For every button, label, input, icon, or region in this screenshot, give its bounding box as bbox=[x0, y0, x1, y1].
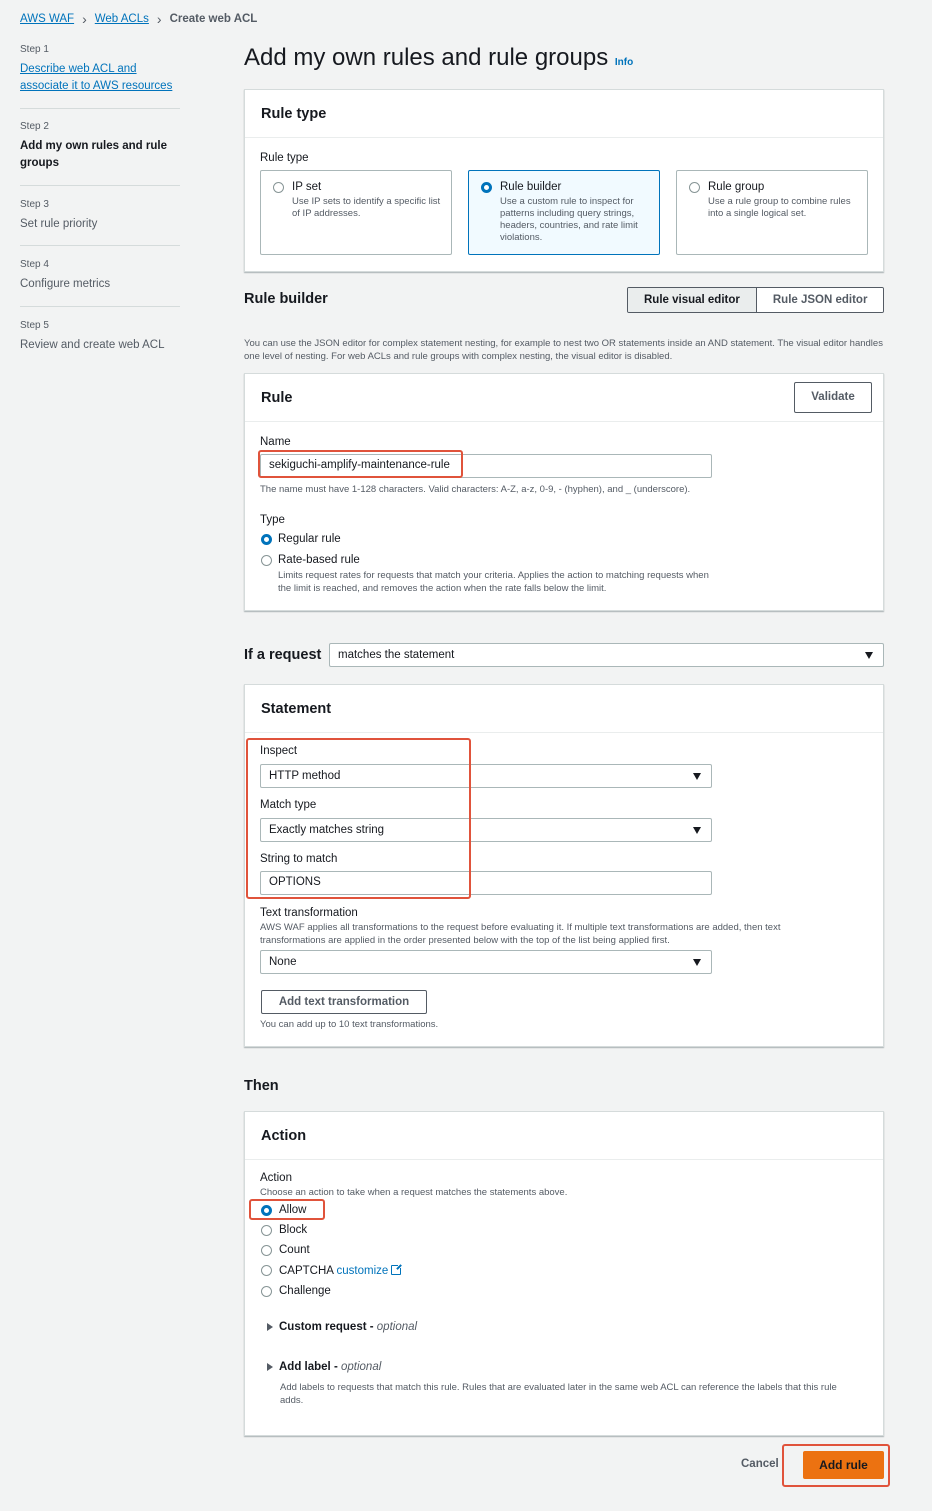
radio-count[interactable] bbox=[261, 1245, 272, 1256]
custom-request-text: Custom request - bbox=[279, 1321, 374, 1333]
editor-toggle bbox=[627, 287, 884, 313]
page-title bbox=[244, 44, 633, 72]
rule-type-rule-group[interactable] bbox=[676, 170, 868, 255]
radio-captcha[interactable] bbox=[261, 1265, 272, 1276]
captcha-label bbox=[279, 1264, 401, 1277]
action-label: Action bbox=[260, 1172, 292, 1184]
rate-based-rule-label: Rate-based rule bbox=[278, 554, 360, 566]
inspect-select[interactable] bbox=[260, 764, 712, 788]
page-title-text: Add my own rules and rule groups bbox=[244, 44, 609, 71]
step-number: Step 3 bbox=[20, 199, 49, 210]
radio-ip-set[interactable] bbox=[273, 182, 284, 193]
radio-rate-based-rule[interactable] bbox=[261, 555, 272, 566]
caret-right-icon bbox=[267, 1323, 273, 1331]
challenge-label: Challenge bbox=[279, 1285, 331, 1297]
caret-right-icon bbox=[267, 1363, 273, 1371]
optional-text: optional bbox=[340, 1361, 382, 1373]
action-panel bbox=[244, 1111, 884, 1436]
if-request-label: If a request bbox=[244, 647, 322, 663]
info-link[interactable]: Info bbox=[614, 57, 634, 68]
step-divider bbox=[20, 108, 180, 109]
caret-down-icon bbox=[865, 652, 873, 659]
match-type-value: Exactly matches string bbox=[269, 824, 385, 836]
inspect-value: HTTP method bbox=[269, 770, 341, 782]
inspect-label: Inspect bbox=[260, 745, 298, 757]
add-label-expander[interactable] bbox=[267, 1361, 381, 1373]
rule-visual-editor-button[interactable]: Rule visual editor bbox=[628, 288, 757, 312]
panel-title: Statement bbox=[245, 685, 883, 733]
captcha-text: CAPTCHA bbox=[279, 1265, 334, 1277]
breadcrumb bbox=[20, 11, 257, 27]
caret-down-icon bbox=[693, 773, 701, 780]
if-request-value: matches the statement bbox=[338, 649, 455, 661]
rule-panel bbox=[244, 373, 884, 611]
name-hint: The name must have 1-128 characters. Valid characters: A-Z, a-z, 0-9, - (hyphen), and _ (underscore). bbox=[260, 484, 691, 495]
rule-builder-description: You can use the JSON editor for complex statement nesting, for example to nest two OR statements inside an AND statement. The visual editor handles one level of nesting. For web ACLs and rule groups with complex nesting, the visual editor is disabled. bbox=[244, 338, 883, 362]
text-transformation-select[interactable] bbox=[260, 950, 712, 974]
regular-rule-label: Regular rule bbox=[278, 533, 341, 545]
tile-title: Rule group bbox=[708, 181, 765, 193]
add-transform-hint: You can add up to 10 text transformations. bbox=[260, 1019, 439, 1030]
tile-title: IP set bbox=[292, 181, 322, 193]
step-divider bbox=[20, 245, 180, 246]
caret-down-icon bbox=[693, 827, 701, 834]
rule-json-editor-button[interactable]: Rule JSON editor bbox=[757, 288, 884, 312]
chevron-right-icon: › bbox=[156, 11, 162, 27]
step-number: Step 1 bbox=[20, 44, 49, 55]
field-label: Rule type bbox=[260, 152, 309, 164]
allow-label: Allow bbox=[279, 1204, 307, 1216]
text-transformation-label: Text transformation bbox=[260, 907, 358, 919]
step-1-link[interactable]: Describe web ACL and associate it to AWS resources bbox=[20, 63, 173, 92]
optional-text: optional bbox=[376, 1321, 418, 1333]
panel-title: Action bbox=[245, 1112, 883, 1160]
breadcrumb-current: Create web ACL bbox=[169, 13, 258, 25]
rule-type-ip-set[interactable] bbox=[260, 170, 452, 255]
radio-rule-builder[interactable] bbox=[481, 182, 492, 193]
step-divider bbox=[20, 306, 180, 307]
breadcrumb-aws-waf[interactable]: AWS WAF bbox=[20, 13, 75, 25]
step-number: Step 4 bbox=[20, 259, 49, 270]
action-hint: Choose an action to take when a request matches the statements above. bbox=[260, 1187, 568, 1198]
step-5 bbox=[20, 320, 180, 354]
step-3-label: Set rule priority bbox=[20, 218, 98, 230]
customize-link[interactable]: customize bbox=[336, 1265, 389, 1277]
step-divider bbox=[20, 185, 180, 186]
step-4 bbox=[20, 259, 180, 293]
cancel-button[interactable]: Cancel bbox=[741, 1458, 779, 1470]
radio-block[interactable] bbox=[261, 1225, 272, 1236]
external-link-icon bbox=[391, 1265, 401, 1275]
rule-builder-title: Rule builder bbox=[244, 291, 328, 307]
tile-desc: Use IP sets to identify a specific list of IP addresses. bbox=[292, 196, 441, 219]
step-2-label: Add my own rules and rule groups bbox=[20, 140, 167, 169]
step-3 bbox=[20, 199, 180, 233]
string-to-match-input[interactable]: OPTIONS bbox=[260, 871, 712, 895]
add-label-desc: Add labels to requests that match this rule. Rules that are evaluated later in the same web ACL can reference the labels that this rule adds. bbox=[280, 1382, 837, 1406]
step-1[interactable] bbox=[20, 44, 180, 95]
radio-challenge[interactable] bbox=[261, 1286, 272, 1297]
breadcrumb-web-acls[interactable]: Web ACLs bbox=[94, 13, 149, 25]
match-type-label: Match type bbox=[260, 799, 317, 811]
panel-title: Rule bbox=[245, 374, 883, 422]
add-label-label bbox=[279, 1361, 381, 1373]
custom-request-label bbox=[279, 1321, 417, 1333]
block-label: Block bbox=[279, 1224, 308, 1236]
name-input[interactable]: sekiguchi-amplify-maintenance-rule bbox=[260, 454, 712, 478]
match-type-select[interactable] bbox=[260, 818, 712, 842]
type-label: Type bbox=[260, 514, 285, 526]
rule-type-panel bbox=[244, 89, 884, 272]
add-label-text: Add label - bbox=[279, 1361, 338, 1373]
tile-desc: Use a custom rule to inspect for patterns including query strings, headers, countries, and rate limit violations. bbox=[500, 196, 638, 243]
text-transformation-desc: AWS WAF applies all transformations to the request before evaluating it. If multiple text transformations are added, then text transformations are applied in the order presented below with the top of the list being applied first. bbox=[260, 922, 781, 946]
name-label: Name bbox=[260, 436, 291, 448]
then-title: Then bbox=[244, 1078, 279, 1094]
step-number: Step 2 bbox=[20, 121, 49, 132]
count-label: Count bbox=[279, 1244, 310, 1256]
add-text-transformation-button[interactable]: Add text transformation bbox=[261, 990, 427, 1014]
step-5-label: Review and create web ACL bbox=[20, 339, 165, 351]
text-transformation-value: None bbox=[269, 956, 297, 968]
validate-button[interactable]: Validate bbox=[794, 382, 872, 413]
custom-request-expander[interactable] bbox=[267, 1321, 417, 1333]
step-4-label: Configure metrics bbox=[20, 278, 111, 290]
radio-allow[interactable] bbox=[261, 1205, 272, 1216]
rate-based-desc: Limits request rates for requests that match your criteria. Applies the action to matching requests when the limit is reached, and removes the action when the rate falls below the limit. bbox=[278, 570, 709, 594]
string-to-match-label: String to match bbox=[260, 853, 338, 865]
radio-rule-group[interactable] bbox=[689, 182, 700, 193]
tile-desc: Use a rule group to combine rules into a single logical set. bbox=[708, 196, 851, 219]
if-request-select[interactable] bbox=[329, 643, 884, 667]
tile-title: Rule builder bbox=[500, 181, 562, 193]
step-number: Step 5 bbox=[20, 320, 49, 331]
statement-panel bbox=[244, 684, 884, 1047]
step-2 bbox=[20, 121, 180, 172]
panel-title: Rule type bbox=[245, 90, 883, 138]
caret-down-icon bbox=[693, 959, 701, 966]
rule-type-rule-builder[interactable] bbox=[468, 170, 660, 255]
radio-regular-rule[interactable] bbox=[261, 534, 272, 545]
add-rule-button[interactable]: Add rule bbox=[803, 1451, 884, 1479]
chevron-right-icon: › bbox=[82, 11, 87, 27]
